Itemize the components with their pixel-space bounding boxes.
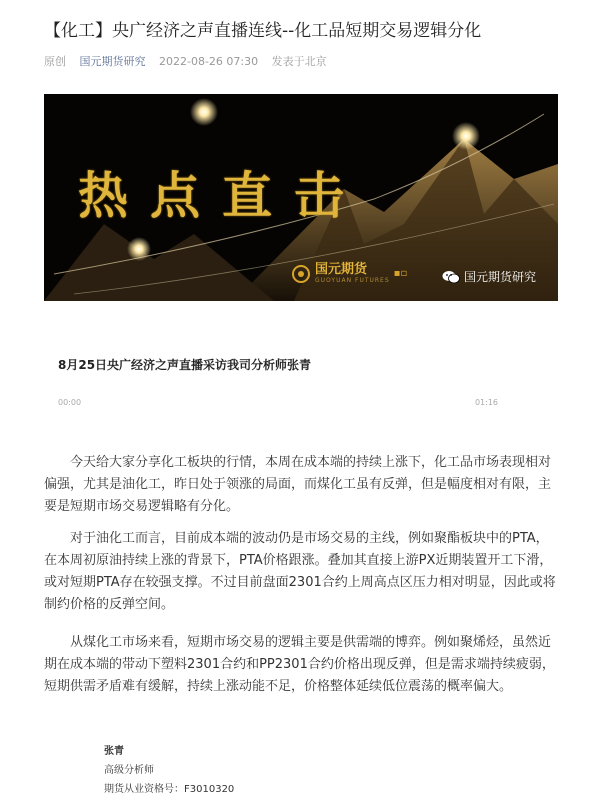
brand-text xyxy=(315,262,390,285)
publish-location: 发表于北京 xyxy=(271,55,327,68)
brand-name: 国元期货 xyxy=(315,262,368,277)
original-label: 原创 xyxy=(44,55,66,68)
analyst-certificate: 期货从业资格号：F3010320 xyxy=(104,784,235,795)
brand-logo-icon xyxy=(292,265,310,283)
player-duration: 01:16 xyxy=(474,398,498,407)
brand-logo-group xyxy=(292,262,407,285)
wechat-icon xyxy=(442,270,460,284)
audio-player[interactable] xyxy=(58,398,498,414)
paragraph-3: 从煤化工市场来看，短期市场交易的逻辑主要是供需端的博弈。例如聚烯烃，虽然近期在成本端的带动下塑料2301合约和PP2301合约价格出现反弹，但是需求端持续疲弱，短期供需矛盾难有缓解，持续上涨动能不足，价格整体延续低位震荡的概率偏大。 xyxy=(44,635,555,694)
brand-subtitle: GUOYUAN FUTURES xyxy=(315,277,390,284)
brand-dots-icon: ▪▫ xyxy=(393,268,408,279)
paragraph-1: 今天给大家分享化工板块的行情，本周在成本端的持续上涨下，化工品市场表现相对偏强，尤其是油化工，昨日处于领涨的局面，而煤化工虽有反弹，但是幅度相对有限，主要是短期市场交易逻辑略有分化。 xyxy=(44,455,552,514)
account-name-link[interactable]: 国元期货研究 xyxy=(79,55,146,68)
analyst-name: 张青 xyxy=(104,746,124,757)
player-current-time: 00:00 xyxy=(58,398,82,407)
video-caption: 8月25日央广经济之声直播采访我司分析师张青 xyxy=(58,358,312,372)
paragraph-2: 对于油化工而言，目前成本端的波动仍是市场交易的主线，例如聚酯板块中的PTA，在本周初原油持续上涨的背景下，PTA价格跟涨。叠加其直接上游PX近期装置开工下滑，或对短期PTA存在较强支撑。不过目前盘面2301合约上周高点区压力相对明显，因此或将制约价格的反弹空间。 xyxy=(44,531,556,612)
banner-image xyxy=(44,94,558,301)
article-meta xyxy=(44,54,337,70)
banner-title: 热点直击 xyxy=(78,166,366,225)
analyst-title: 高级分析师 xyxy=(104,765,154,776)
wechat-account-label xyxy=(442,268,536,285)
publish-datetime: 2022-08-26 07:30 xyxy=(159,55,259,68)
article-title: 【化工】央广经济之声直播连线--化工品短期交易逻辑分化 xyxy=(44,21,482,41)
wechat-label: 国元期货研究 xyxy=(464,270,537,284)
